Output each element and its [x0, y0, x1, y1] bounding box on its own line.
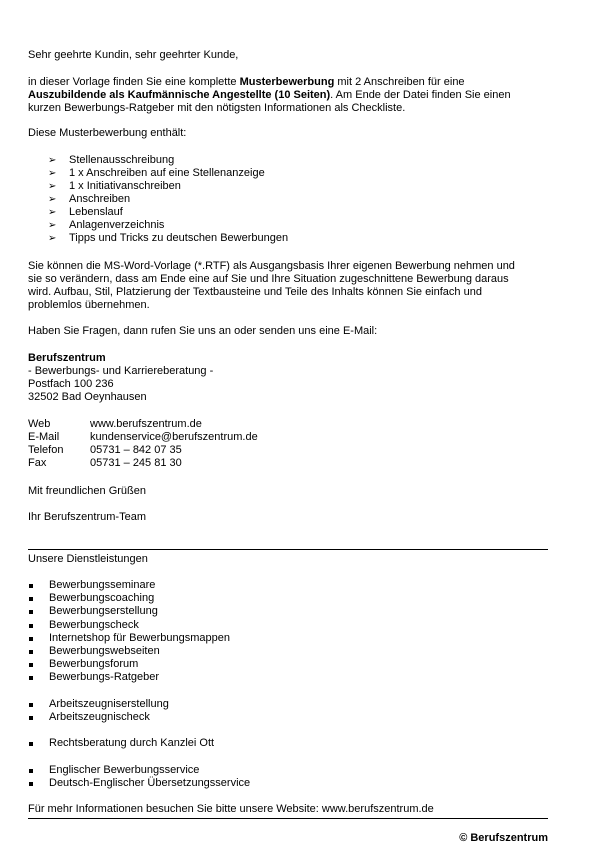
intro-bold-2: Auszubildende als Kaufmännische Angestellte (10 Seiten): [28, 89, 331, 101]
questions-text: Haben Sie Fragen, dann rufen Sie uns an oder senden uns eine E-Mail:: [28, 325, 378, 337]
square-bullet-icon: [29, 597, 33, 601]
website-link[interactable]: www.berufszentrum.de: [90, 418, 202, 430]
signature: Ihr Berufszentrum-Team: [28, 511, 146, 523]
divider-bottom: [28, 818, 548, 819]
intro-bold-1: Musterbewerbung: [239, 76, 335, 88]
copyright: © Berufszentrum: [459, 832, 548, 844]
square-bullet-icon: [29, 769, 33, 773]
divider-top: [28, 549, 548, 550]
contact-row-email: E-Mail kundenservice@berufszentrum.de: [28, 431, 258, 443]
closing: Mit freundlichen Grüßen: [28, 485, 146, 497]
arrow-bullet-icon: ➢: [48, 181, 57, 192]
square-bullet-icon: [29, 624, 33, 628]
email-link[interactable]: kundenservice@berufszentrum.de: [90, 431, 258, 443]
square-bullet-icon: [29, 676, 33, 680]
square-bullet-icon: [29, 782, 33, 786]
company-address: [28, 352, 548, 404]
company-subtitle: - Bewerbungs- und Karriereberatung -: [28, 365, 214, 377]
square-bullet-icon: [29, 637, 33, 641]
square-bullet-icon: [29, 716, 33, 720]
intro-text-1: in dieser Vorlage finden Sie eine komplette: [28, 76, 240, 88]
arrow-bullet-icon: ➢: [48, 168, 57, 179]
usage-paragraph: Sie können die MS-Word-Vorlage (*.RTF) als Ausgangsbasis Ihrer eigenen Bewerbung nehmen und sie so verändern, dass am Ende eine auf Sie und Ihre Situation zugeschnittene Bewerbung daraus wird. Aufbau, Stil, Platzierung der Textbausteine und Teile des Inhalts können Sie einfach und problemlos übernehmen.: [28, 260, 515, 311]
square-bullet-icon: [29, 610, 33, 614]
arrow-bullet-icon: ➢: [48, 194, 57, 205]
company-address-1: Postfach 100 236: [28, 378, 114, 390]
square-bullet-icon: [29, 663, 33, 667]
square-bullet-icon: [29, 742, 33, 746]
arrow-bullet-icon: ➢: [48, 233, 57, 244]
arrow-bullet-icon: ➢: [48, 220, 57, 231]
arrow-bullet-icon: ➢: [48, 207, 57, 218]
intro-paragraph: [28, 76, 548, 115]
square-bullet-icon: [29, 650, 33, 654]
square-bullet-icon: [29, 584, 33, 588]
arrow-bullet-icon: ➢: [48, 155, 57, 166]
services-heading: Unsere Dienstleistungen: [28, 553, 148, 565]
contents-heading: Diese Musterbewerbung enthält:: [28, 127, 187, 139]
intro-text-3: . Am Ende der Datei finden Sie einen: [330, 89, 511, 101]
greeting: Sehr geehrte Kundin, sehr geehrter Kunde,: [28, 49, 239, 61]
intro-text-2: mit 2 Anschreiben für eine: [334, 76, 465, 88]
contact-row-fax: Fax 05731 – 245 81 30: [28, 457, 182, 469]
contact-row-web: Web www.berufszentrum.de: [28, 418, 202, 430]
square-bullet-icon: [29, 703, 33, 707]
contact-row-phone: Telefon 05731 – 842 07 35: [28, 444, 182, 456]
company-name: Berufszentrum: [28, 352, 106, 364]
more-info-text: Für mehr Informationen besuchen Sie bitte unsere Website: www.berufszentrum.de: [28, 803, 434, 815]
company-address-2: 32502 Bad Oeynhausen: [28, 391, 147, 403]
intro-text-4: kurzen Bewerbungs-Ratgeber mit den nötigsten Informationen als Checkliste.: [28, 102, 406, 114]
